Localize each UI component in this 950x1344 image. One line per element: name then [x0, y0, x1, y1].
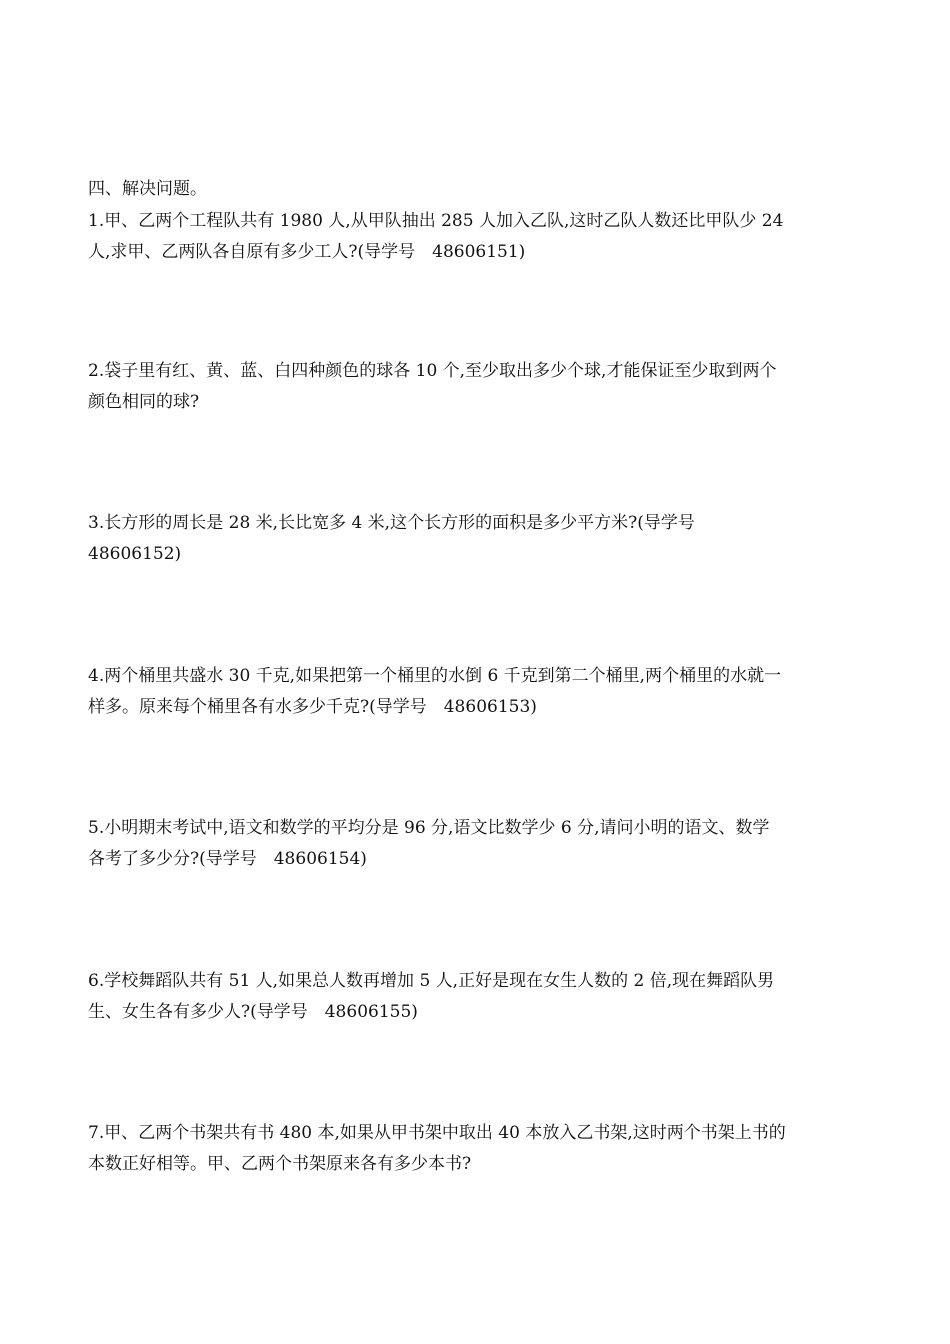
- question-2: [88, 356, 868, 418]
- question-7: [88, 1118, 868, 1180]
- question-line: 人,求甲、乙两队各自原有多少工人?(导学号 48606151): [88, 242, 526, 262]
- question-line: 样多。原来每个桶里各有水多少千克?(导学号 48606153): [88, 697, 537, 717]
- section-title: 四、解决问题。: [88, 179, 207, 199]
- question-line: 生、女生各有多少人?(导学号 48606155): [88, 1002, 418, 1022]
- section-heading: [88, 174, 868, 205]
- question-line: 各考了多少分?(导学号 48606154): [88, 849, 367, 869]
- question-line: 1.甲、乙两个工程队共有 1980 人,从甲队抽出 285 人加入乙队,这时乙队人数还比甲队少 24: [88, 211, 784, 231]
- question-1: [88, 206, 868, 268]
- question-4: [88, 661, 868, 723]
- question-line: 6.学校舞蹈队共有 51 人,如果总人数再增加 5 人,正好是现在女生人数的 2 倍,现在舞蹈队男: [88, 971, 775, 991]
- question-line: 颜色相同的球?: [88, 392, 200, 412]
- question-3: [88, 508, 868, 570]
- question-6: [88, 966, 868, 1028]
- question-line: 48606152): [88, 544, 182, 564]
- question-line: 3.长方形的周长是 28 米,长比宽多 4 米,这个长方形的面积是多少平方米?(导学号: [88, 513, 695, 533]
- question-line: 2.袋子里有红、黄、蓝、白四种颜色的球各 10 个,至少取出多少个球,才能保证至少取到两个: [88, 361, 777, 381]
- question-5: [88, 813, 868, 875]
- question-line: 5.小明期末考试中,语文和数学的平均分是 96 分,语文比数学少 6 分,请问小明的语文、数学: [88, 818, 770, 838]
- question-line: 7.甲、乙两个书架共有书 480 本,如果从甲书架中取出 40 本放入乙书架,这时两个书架上书的: [88, 1123, 786, 1143]
- question-line: 4.两个桶里共盛水 30 千克,如果把第一个桶里的水倒 6 千克到第二个桶里,两个桶里的水就一: [88, 666, 782, 686]
- question-line: 本数正好相等。甲、乙两个书架原来各有多少本书?: [88, 1154, 472, 1174]
